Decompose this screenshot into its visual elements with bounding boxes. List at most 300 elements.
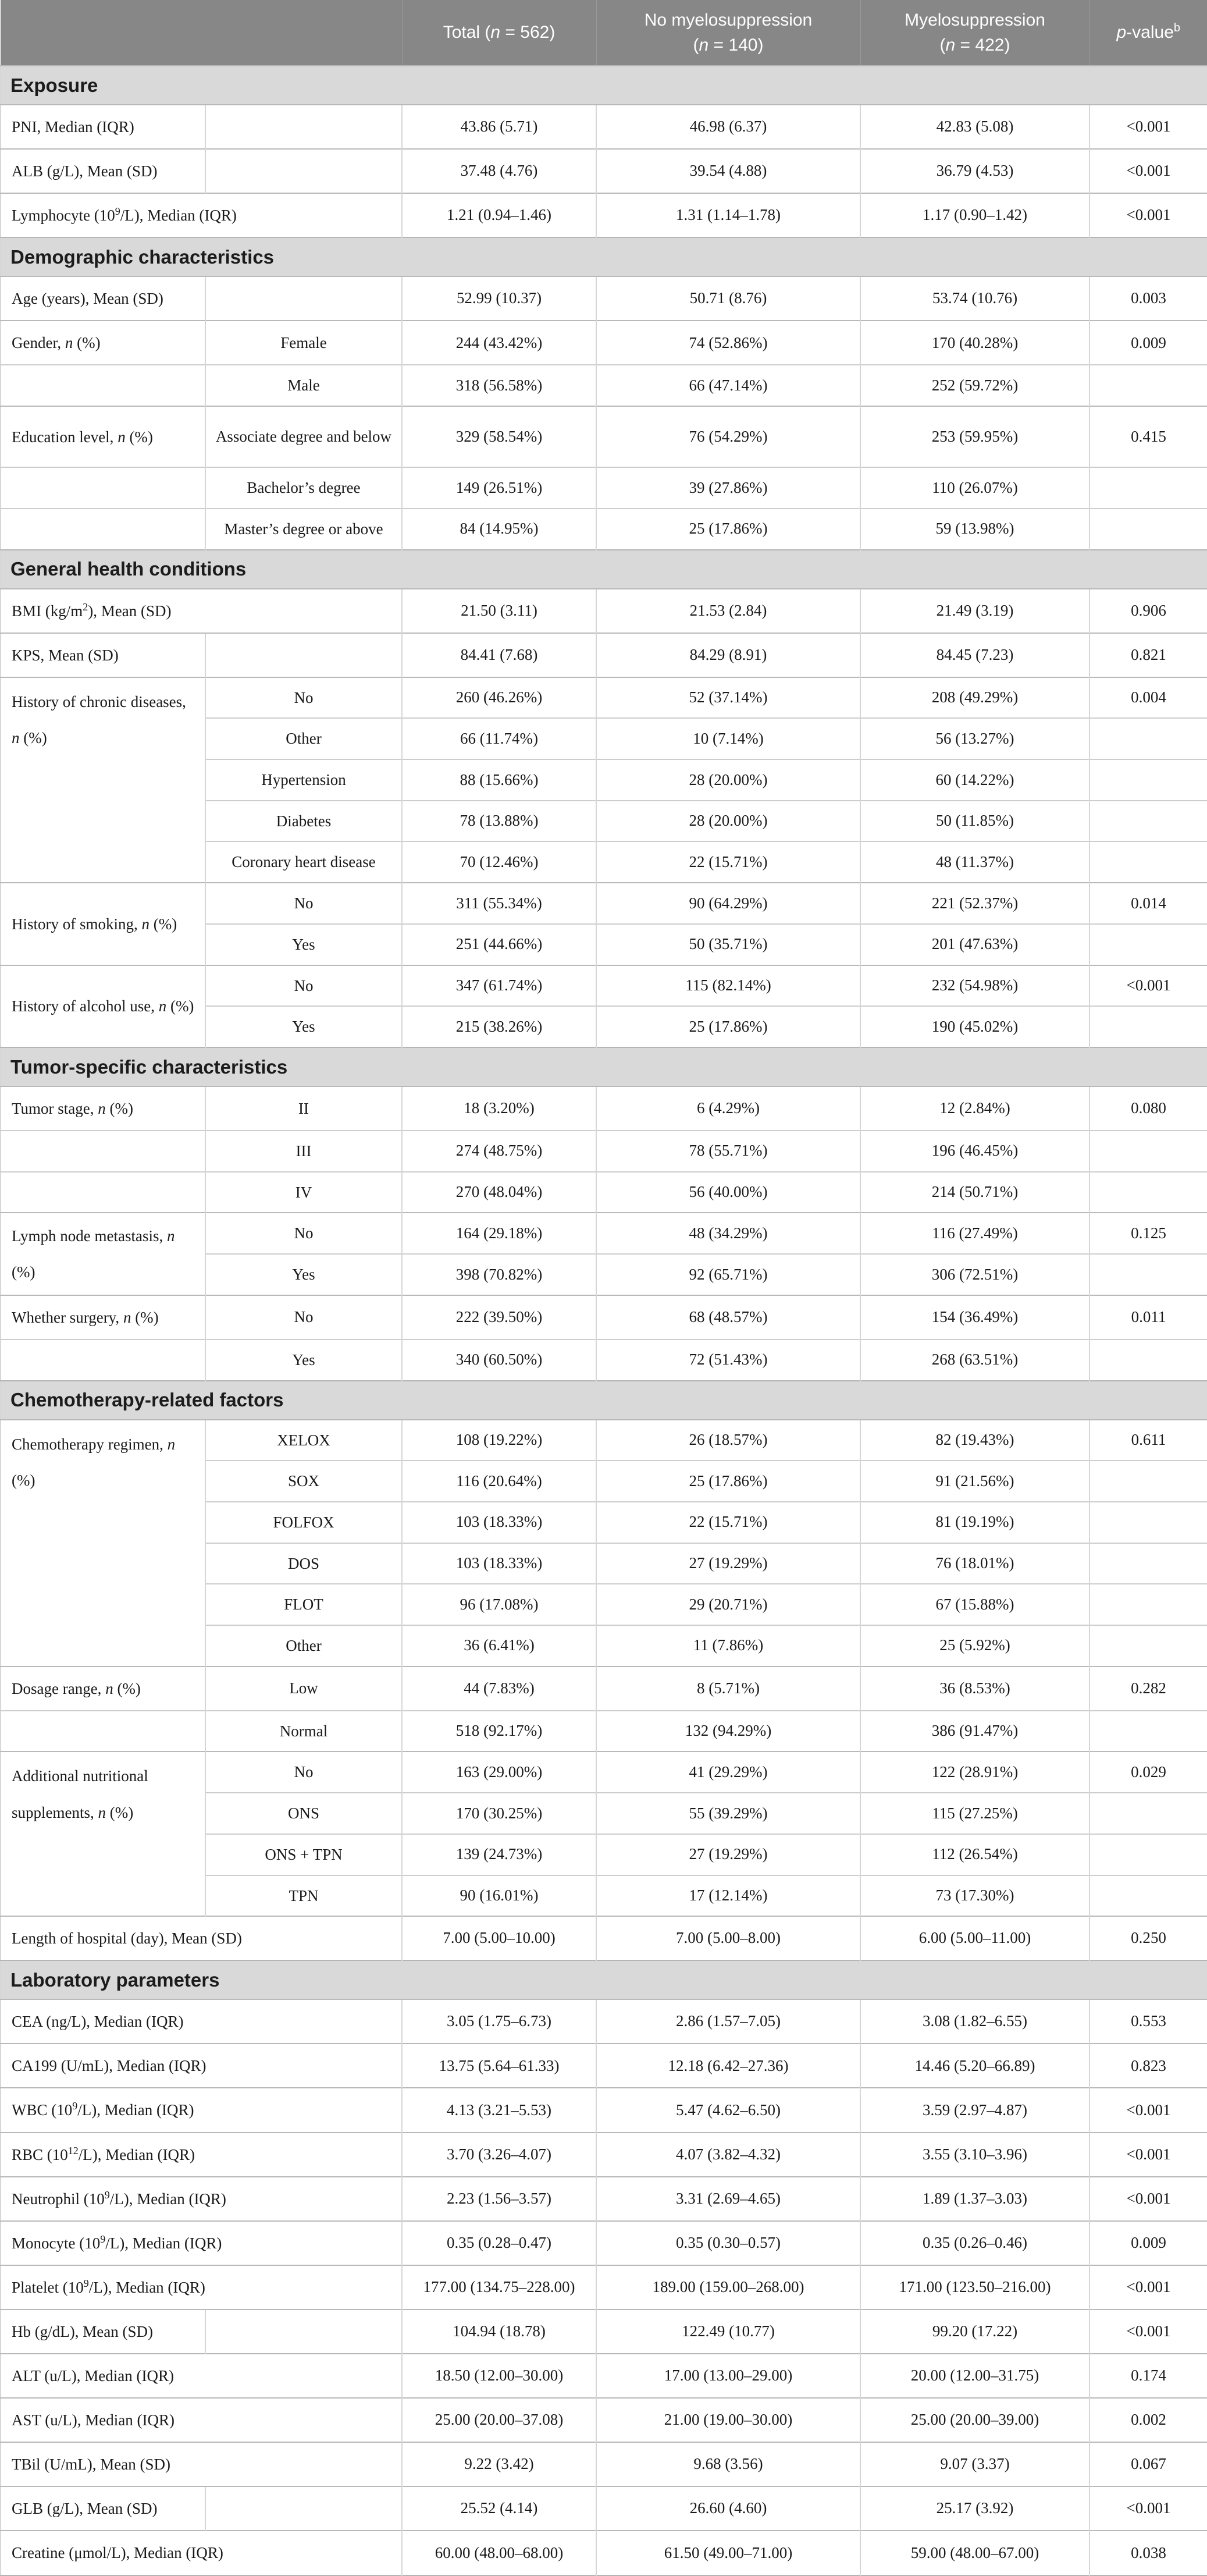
row-sublabel: IV bbox=[205, 1172, 402, 1213]
row-sublabel: No bbox=[205, 965, 402, 1007]
cell-total: 70 (12.46%) bbox=[402, 841, 596, 883]
table-row bbox=[1, 1999, 1207, 2044]
cell-no-myelosuppression: 6 (4.29%) bbox=[596, 1086, 860, 1131]
cell-myelosuppression: 171.00 (123.50–216.00) bbox=[860, 2265, 1089, 2309]
cell-pvalue: 0.011 bbox=[1089, 1295, 1207, 1339]
cell-pvalue bbox=[1089, 1793, 1207, 1834]
cell-myelosuppression: 53.74 (10.76) bbox=[860, 276, 1089, 321]
cell-myelosuppression: 196 (46.45%) bbox=[860, 1131, 1089, 1172]
cell-pvalue bbox=[1089, 1339, 1207, 1381]
cell-no-myelosuppression: 39 (27.86%) bbox=[596, 467, 860, 509]
row-sublabel: Yes bbox=[205, 1339, 402, 1381]
cell-myelosuppression: 25 (5.92%) bbox=[860, 1625, 1089, 1667]
table-row bbox=[1, 1295, 1207, 1339]
cell-myelosuppression: 214 (50.71%) bbox=[860, 1172, 1089, 1213]
section-row bbox=[1, 237, 1207, 276]
row-label: History of smoking, n (%) bbox=[1, 883, 205, 965]
cell-pvalue: 0.003 bbox=[1089, 276, 1207, 321]
col-header-total: Total (n = 562) bbox=[402, 0, 596, 66]
cell-total: 215 (38.26%) bbox=[402, 1006, 596, 1047]
row-sublabel: Other bbox=[205, 718, 402, 759]
cell-myelosuppression: 154 (36.49%) bbox=[860, 1295, 1089, 1339]
table-body bbox=[1, 66, 1207, 2575]
cell-no-myelosuppression: 22 (15.71%) bbox=[596, 1502, 860, 1543]
cell-pvalue bbox=[1089, 841, 1207, 883]
row-sublabel: No bbox=[205, 1751, 402, 1793]
row-sublabel: Diabetes bbox=[205, 801, 402, 842]
row-sublabel: No bbox=[205, 883, 402, 924]
row-sublabel bbox=[205, 149, 402, 193]
cell-pvalue: 0.415 bbox=[1089, 406, 1207, 467]
cell-pvalue bbox=[1089, 1172, 1207, 1213]
cell-pvalue bbox=[1089, 759, 1207, 801]
cell-pvalue: <0.001 bbox=[1089, 2265, 1207, 2309]
cell-total: 251 (44.66%) bbox=[402, 924, 596, 965]
cell-no-myelosuppression: 12.18 (6.42–27.36) bbox=[596, 2044, 860, 2088]
cell-pvalue bbox=[1089, 924, 1207, 965]
cell-myelosuppression: 84.45 (7.23) bbox=[860, 633, 1089, 677]
row-sublabel bbox=[205, 2486, 402, 2531]
cell-pvalue bbox=[1089, 1543, 1207, 1584]
table-header bbox=[1, 0, 1207, 66]
cell-myelosuppression: 116 (27.49%) bbox=[860, 1213, 1089, 1254]
row-sublabel: No bbox=[205, 1213, 402, 1254]
cell-myelosuppression: 99.20 (17.22) bbox=[860, 2309, 1089, 2354]
row-label: CA199 (U/mL), Median (IQR) bbox=[1, 2044, 402, 2088]
cell-no-myelosuppression: 90 (64.29%) bbox=[596, 883, 860, 924]
cell-myelosuppression: 60 (14.22%) bbox=[860, 759, 1089, 801]
row-label: Neutrophil $(10^9/L)$, Median (IQR) bbox=[1, 2177, 402, 2221]
table-row bbox=[1, 276, 1207, 321]
row-label: GLB (g/L), Mean (SD) bbox=[1, 2486, 205, 2531]
cell-total: 1.21 (0.94–1.46) bbox=[402, 193, 596, 237]
row-sublabel: XELOX bbox=[205, 1420, 402, 1461]
cell-no-myelosuppression: 72 (51.43%) bbox=[596, 1339, 860, 1381]
row-sublabel: Associate degree and below bbox=[205, 406, 402, 467]
cell-pvalue: 0.125 bbox=[1089, 1213, 1207, 1254]
cell-myelosuppression: 112 (26.54%) bbox=[860, 1834, 1089, 1875]
cell-myelosuppression: 50 (11.85%) bbox=[860, 801, 1089, 842]
cell-no-myelosuppression: 56 (40.00%) bbox=[596, 1172, 860, 1213]
cell-pvalue bbox=[1089, 1834, 1207, 1875]
cell-total: 139 (24.73%) bbox=[402, 1834, 596, 1875]
cell-total: 52.99 (10.37) bbox=[402, 276, 596, 321]
row-label: WBC $(10^9/L)$, Median (IQR) bbox=[1, 2088, 402, 2132]
row-label bbox=[1, 509, 205, 550]
cell-pvalue bbox=[1089, 509, 1207, 550]
cell-myelosuppression: 3.08 (1.82–6.55) bbox=[860, 1999, 1089, 2044]
section-row bbox=[1, 1381, 1207, 1420]
cell-no-myelosuppression: 26 (18.57%) bbox=[596, 1420, 860, 1461]
cell-no-myelosuppression: 11 (7.86%) bbox=[596, 1625, 860, 1667]
cell-no-myelosuppression: 8 (5.71%) bbox=[596, 1667, 860, 1711]
cell-no-myelosuppression: 46.98 (6.37) bbox=[596, 105, 860, 149]
section-row bbox=[1, 1960, 1207, 1999]
row-sublabel: Bachelor’s degree bbox=[205, 467, 402, 509]
cell-myelosuppression: 56 (13.27%) bbox=[860, 718, 1089, 759]
cell-pvalue: 0.009 bbox=[1089, 2221, 1207, 2265]
table-row bbox=[1, 467, 1207, 509]
cell-pvalue: <0.001 bbox=[1089, 2486, 1207, 2531]
row-label: Lymph node metastasis, n (%) bbox=[1, 1213, 205, 1295]
row-sublabel: No bbox=[205, 677, 402, 719]
cell-total: 84.41 (7.68) bbox=[402, 633, 596, 677]
cell-no-myelosuppression: 28 (20.00%) bbox=[596, 801, 860, 842]
cell-myelosuppression: 59 (13.98%) bbox=[860, 509, 1089, 550]
cell-total: 177.00 (134.75–228.00) bbox=[402, 2265, 596, 2309]
table-row bbox=[1, 2044, 1207, 2088]
cell-pvalue: 0.250 bbox=[1089, 1916, 1207, 1960]
cell-myelosuppression: 201 (47.63%) bbox=[860, 924, 1089, 965]
row-sublabel: FOLFOX bbox=[205, 1502, 402, 1543]
section-row bbox=[1, 1047, 1207, 1086]
row-sublabel: Low bbox=[205, 1667, 402, 1711]
table-row bbox=[1, 193, 1207, 237]
cell-total: 18 (3.20%) bbox=[402, 1086, 596, 1131]
cell-myelosuppression: 81 (19.19%) bbox=[860, 1502, 1089, 1543]
cell-total: 318 (56.58%) bbox=[402, 365, 596, 406]
cell-total: 108 (19.22%) bbox=[402, 1420, 596, 1461]
cell-no-myelosuppression: 66 (47.14%) bbox=[596, 365, 860, 406]
cell-total: 164 (29.18%) bbox=[402, 1213, 596, 1254]
cell-myelosuppression: 306 (72.51%) bbox=[860, 1254, 1089, 1295]
row-label: CEA (ng/L), Median (IQR) bbox=[1, 1999, 402, 2044]
cell-no-myelosuppression: 26.60 (4.60) bbox=[596, 2486, 860, 2531]
cell-myelosuppression: 253 (59.95%) bbox=[860, 406, 1089, 467]
cell-no-myelosuppression: 3.31 (2.69–4.65) bbox=[596, 2177, 860, 2221]
cell-myelosuppression: 76 (18.01%) bbox=[860, 1543, 1089, 1584]
section-row bbox=[1, 550, 1207, 589]
cell-total: 347 (61.74%) bbox=[402, 965, 596, 1007]
row-sublabel: Hypertension bbox=[205, 759, 402, 801]
cell-pvalue: 0.002 bbox=[1089, 2398, 1207, 2442]
cell-myelosuppression: 0.35 (0.26–0.46) bbox=[860, 2221, 1089, 2265]
section-title: Exposure bbox=[1, 66, 1207, 105]
table-row bbox=[1, 2177, 1207, 2221]
cell-no-myelosuppression: 21.53 (2.84) bbox=[596, 589, 860, 633]
cell-pvalue bbox=[1089, 1875, 1207, 1917]
cell-pvalue: 0.009 bbox=[1089, 321, 1207, 365]
cell-total: 43.86 (5.71) bbox=[402, 105, 596, 149]
cell-pvalue bbox=[1089, 718, 1207, 759]
table-row bbox=[1, 1213, 1207, 1254]
cell-no-myelosuppression: 132 (94.29%) bbox=[596, 1711, 860, 1752]
row-label: History of chronic diseases, n (%) bbox=[1, 677, 205, 883]
cell-no-myelosuppression: 122.49 (10.77) bbox=[596, 2309, 860, 2354]
row-label: RBC $(10^{12}/L)$, Median (IQR) bbox=[1, 2133, 402, 2177]
cell-pvalue: <0.001 bbox=[1089, 2177, 1207, 2221]
cell-myelosuppression: 9.07 (3.37) bbox=[860, 2442, 1089, 2486]
row-label bbox=[1, 1711, 205, 1752]
cell-total: 25.00 (20.00–37.08) bbox=[402, 2398, 596, 2442]
cell-pvalue: 0.029 bbox=[1089, 1751, 1207, 1793]
cell-myelosuppression: 221 (52.37%) bbox=[860, 883, 1089, 924]
cell-total: 96 (17.08%) bbox=[402, 1584, 596, 1625]
cell-pvalue bbox=[1089, 1711, 1207, 1752]
row-label: Tumor stage, n (%) bbox=[1, 1086, 205, 1131]
cell-total: 163 (29.00%) bbox=[402, 1751, 596, 1793]
cell-no-myelosuppression: 28 (20.00%) bbox=[596, 759, 860, 801]
cell-total: 311 (55.34%) bbox=[402, 883, 596, 924]
table-row bbox=[1, 2354, 1207, 2398]
cell-no-myelosuppression: 61.50 (49.00–71.00) bbox=[596, 2531, 860, 2575]
cell-myelosuppression: 3.55 (3.10–3.96) bbox=[860, 2133, 1089, 2177]
cell-no-myelosuppression: 92 (65.71%) bbox=[596, 1254, 860, 1295]
cell-pvalue: 0.823 bbox=[1089, 2044, 1207, 2088]
cell-pvalue: <0.001 bbox=[1089, 2088, 1207, 2132]
table-row bbox=[1, 2133, 1207, 2177]
cell-total: 9.22 (3.42) bbox=[402, 2442, 596, 2486]
cell-total: 18.50 (12.00–30.00) bbox=[402, 2354, 596, 2398]
cell-total: 3.70 (3.26–4.07) bbox=[402, 2133, 596, 2177]
row-label: Creatine (μmol/L), Median (IQR) bbox=[1, 2531, 402, 2575]
cell-total: 21.50 (3.11) bbox=[402, 589, 596, 633]
table-row bbox=[1, 1711, 1207, 1752]
cell-pvalue: 0.282 bbox=[1089, 1667, 1207, 1711]
row-sublabel: No bbox=[205, 1295, 402, 1339]
cell-total: 116 (20.64%) bbox=[402, 1461, 596, 1502]
row-sublabel: Male bbox=[205, 365, 402, 406]
table-row bbox=[1, 1667, 1207, 1711]
cell-pvalue: <0.001 bbox=[1089, 193, 1207, 237]
cell-pvalue: 0.174 bbox=[1089, 2354, 1207, 2398]
row-sublabel: Normal bbox=[205, 1711, 402, 1752]
table-row bbox=[1, 677, 1207, 719]
cell-pvalue bbox=[1089, 365, 1207, 406]
cell-total: 3.05 (1.75–6.73) bbox=[402, 1999, 596, 2044]
cell-myelosuppression: 6.00 (5.00–11.00) bbox=[860, 1916, 1089, 1960]
cell-no-myelosuppression: 17.00 (13.00–29.00) bbox=[596, 2354, 860, 2398]
row-label: Chemotherapy regimen, n (%) bbox=[1, 1420, 205, 1667]
cell-total: 78 (13.88%) bbox=[402, 801, 596, 842]
cell-total: 260 (46.26%) bbox=[402, 677, 596, 719]
cell-no-myelosuppression: 25 (17.86%) bbox=[596, 509, 860, 550]
cell-total: 149 (26.51%) bbox=[402, 467, 596, 509]
cell-no-myelosuppression: 9.68 (3.56) bbox=[596, 2442, 860, 2486]
row-sublabel: Yes bbox=[205, 1254, 402, 1295]
cell-pvalue bbox=[1089, 467, 1207, 509]
cell-myelosuppression: 232 (54.98%) bbox=[860, 965, 1089, 1007]
table-row bbox=[1, 883, 1207, 924]
cell-myelosuppression: 14.46 (5.20–66.89) bbox=[860, 2044, 1089, 2088]
cell-total: 88 (15.66%) bbox=[402, 759, 596, 801]
cell-pvalue bbox=[1089, 1254, 1207, 1295]
row-label: Whether surgery, n (%) bbox=[1, 1295, 205, 1339]
row-label: AST (u/L), Median (IQR) bbox=[1, 2398, 402, 2442]
cell-total: 13.75 (5.64–61.33) bbox=[402, 2044, 596, 2088]
section-title: Demographic characteristics bbox=[1, 237, 1207, 276]
cell-pvalue: <0.001 bbox=[1089, 149, 1207, 193]
cell-myelosuppression: 386 (91.47%) bbox=[860, 1711, 1089, 1752]
table-row bbox=[1, 1751, 1207, 1793]
cell-pvalue bbox=[1089, 1461, 1207, 1502]
row-sublabel bbox=[205, 2309, 402, 2354]
cell-pvalue: <0.001 bbox=[1089, 965, 1207, 1007]
table-row bbox=[1, 2309, 1207, 2354]
row-label: Additional nutritional supplements, n (%) bbox=[1, 1751, 205, 1916]
row-sublabel: III bbox=[205, 1131, 402, 1172]
row-sublabel: Yes bbox=[205, 924, 402, 965]
col-header-pvalue: p-value$^b$ bbox=[1089, 0, 1207, 66]
cell-pvalue bbox=[1089, 801, 1207, 842]
cell-myelosuppression: 1.17 (0.90–1.42) bbox=[860, 193, 1089, 237]
cell-no-myelosuppression: 17 (12.14%) bbox=[596, 1875, 860, 1917]
cell-total: 0.35 (0.28–0.47) bbox=[402, 2221, 596, 2265]
cell-no-myelosuppression: 52 (37.14%) bbox=[596, 677, 860, 719]
cell-no-myelosuppression: 74 (52.86%) bbox=[596, 321, 860, 365]
cell-total: 90 (16.01%) bbox=[402, 1875, 596, 1917]
cell-myelosuppression: 170 (40.28%) bbox=[860, 321, 1089, 365]
col-header-myelosuppression: Myelosuppression (n = 422) bbox=[860, 0, 1089, 66]
cell-no-myelosuppression: 115 (82.14%) bbox=[596, 965, 860, 1007]
row-sublabel bbox=[205, 276, 402, 321]
cell-no-myelosuppression: 29 (20.71%) bbox=[596, 1584, 860, 1625]
cell-myelosuppression: 190 (45.02%) bbox=[860, 1006, 1089, 1047]
row-label: History of alcohol use, n (%) bbox=[1, 965, 205, 1047]
cell-total: 44 (7.83%) bbox=[402, 1667, 596, 1711]
cell-no-myelosuppression: 27 (19.29%) bbox=[596, 1543, 860, 1584]
cell-no-myelosuppression: 55 (39.29%) bbox=[596, 1793, 860, 1834]
cell-pvalue bbox=[1089, 1625, 1207, 1667]
row-label: ALT (u/L), Median (IQR) bbox=[1, 2354, 402, 2398]
row-label: Lymphocyte $(10^9/L)$, Median (IQR) bbox=[1, 193, 402, 237]
cell-no-myelosuppression: 48 (34.29%) bbox=[596, 1213, 860, 1254]
cell-myelosuppression: 12 (2.84%) bbox=[860, 1086, 1089, 1131]
cell-total: 244 (43.42%) bbox=[402, 321, 596, 365]
row-label bbox=[1, 467, 205, 509]
cell-no-myelosuppression: 68 (48.57%) bbox=[596, 1295, 860, 1339]
table-row bbox=[1, 2088, 1207, 2132]
cell-no-myelosuppression: 25 (17.86%) bbox=[596, 1006, 860, 1047]
row-label: Platelet $(10^9/L)$, Median (IQR) bbox=[1, 2265, 402, 2309]
row-label: KPS, Mean (SD) bbox=[1, 633, 205, 677]
cell-no-myelosuppression: 27 (19.29%) bbox=[596, 1834, 860, 1875]
table-row bbox=[1, 321, 1207, 365]
table-row bbox=[1, 1916, 1207, 1960]
section-title: Chemotherapy-related factors bbox=[1, 1381, 1207, 1420]
cell-pvalue bbox=[1089, 1584, 1207, 1625]
cell-myelosuppression: 25.00 (20.00–39.00) bbox=[860, 2398, 1089, 2442]
table-row bbox=[1, 1339, 1207, 1381]
cell-no-myelosuppression: 21.00 (19.00–30.00) bbox=[596, 2398, 860, 2442]
cell-myelosuppression: 21.49 (3.19) bbox=[860, 589, 1089, 633]
section-title: Tumor-specific characteristics bbox=[1, 1047, 1207, 1086]
table-row bbox=[1, 1086, 1207, 1131]
cell-myelosuppression: 252 (59.72%) bbox=[860, 365, 1089, 406]
cell-no-myelosuppression: 39.54 (4.88) bbox=[596, 149, 860, 193]
cell-myelosuppression: 122 (28.91%) bbox=[860, 1751, 1089, 1793]
col-header-no-myelosuppression: No myelosuppression (n = 140) bbox=[596, 0, 860, 66]
table-row bbox=[1, 2265, 1207, 2309]
row-label bbox=[1, 1131, 205, 1172]
row-sublabel: ONS + TPN bbox=[205, 1834, 402, 1875]
cell-total: 270 (48.04%) bbox=[402, 1172, 596, 1213]
cell-myelosuppression: 42.83 (5.08) bbox=[860, 105, 1089, 149]
cell-myelosuppression: 3.59 (2.97–4.87) bbox=[860, 2088, 1089, 2132]
table-row bbox=[1, 633, 1207, 677]
row-sublabel: DOS bbox=[205, 1543, 402, 1584]
row-sublabel: II bbox=[205, 1086, 402, 1131]
cell-total: 4.13 (3.21–5.53) bbox=[402, 2088, 596, 2132]
cell-pvalue: 0.067 bbox=[1089, 2442, 1207, 2486]
table-row bbox=[1, 965, 1207, 1007]
cell-pvalue: 0.080 bbox=[1089, 1086, 1207, 1131]
cell-myelosuppression: 36 (8.53%) bbox=[860, 1667, 1089, 1711]
cell-myelosuppression: 59.00 (48.00–67.00) bbox=[860, 2531, 1089, 2575]
row-label bbox=[1, 1339, 205, 1381]
cell-total: 103 (18.33%) bbox=[402, 1502, 596, 1543]
cell-total: 60.00 (48.00–68.00) bbox=[402, 2531, 596, 2575]
table-row bbox=[1, 365, 1207, 406]
cell-pvalue: 0.014 bbox=[1089, 883, 1207, 924]
cell-no-myelosuppression: 22 (15.71%) bbox=[596, 841, 860, 883]
cell-total: 518 (92.17%) bbox=[402, 1711, 596, 1752]
cell-total: 222 (39.50%) bbox=[402, 1295, 596, 1339]
cell-pvalue: 0.821 bbox=[1089, 633, 1207, 677]
table-row bbox=[1, 2398, 1207, 2442]
cell-myelosuppression: 20.00 (12.00–31.75) bbox=[860, 2354, 1089, 2398]
row-sublabel: SOX bbox=[205, 1461, 402, 1502]
cell-myelosuppression: 67 (15.88%) bbox=[860, 1584, 1089, 1625]
row-sublabel: Yes bbox=[205, 1006, 402, 1047]
table-row bbox=[1, 2531, 1207, 2575]
cell-myelosuppression: 36.79 (4.53) bbox=[860, 149, 1089, 193]
cell-no-myelosuppression: 84.29 (8.91) bbox=[596, 633, 860, 677]
table-row bbox=[1, 149, 1207, 193]
cell-total: 103 (18.33%) bbox=[402, 1543, 596, 1584]
cell-pvalue bbox=[1089, 1131, 1207, 1172]
row-sublabel: FLOT bbox=[205, 1584, 402, 1625]
row-sublabel: Female bbox=[205, 321, 402, 365]
row-label bbox=[1, 1172, 205, 1213]
row-label: Dosage range, n (%) bbox=[1, 1667, 205, 1711]
row-sublabel bbox=[205, 105, 402, 149]
table-row bbox=[1, 509, 1207, 550]
cell-myelosuppression: 82 (19.43%) bbox=[860, 1420, 1089, 1461]
cell-no-myelosuppression: 5.47 (4.62–6.50) bbox=[596, 2088, 860, 2132]
cell-no-myelosuppression: 50 (35.71%) bbox=[596, 924, 860, 965]
row-sublabel: Master’s degree or above bbox=[205, 509, 402, 550]
table-row bbox=[1, 2486, 1207, 2531]
header-row bbox=[1, 0, 1207, 66]
table-row bbox=[1, 406, 1207, 467]
cell-pvalue bbox=[1089, 1006, 1207, 1047]
cell-total: 25.52 (4.14) bbox=[402, 2486, 596, 2531]
row-label: Length of hospital (day), Mean (SD) bbox=[1, 1916, 402, 1960]
row-label: Education level, n (%) bbox=[1, 406, 205, 467]
cell-pvalue: 0.906 bbox=[1089, 589, 1207, 633]
cell-pvalue: <0.001 bbox=[1089, 105, 1207, 149]
row-sublabel: Other bbox=[205, 1625, 402, 1667]
row-label bbox=[1, 365, 205, 406]
cell-pvalue: 0.611 bbox=[1089, 1420, 1207, 1461]
cell-myelosuppression: 208 (49.29%) bbox=[860, 677, 1089, 719]
section-row bbox=[1, 66, 1207, 105]
cell-pvalue: 0.038 bbox=[1089, 2531, 1207, 2575]
cell-no-myelosuppression: 41 (29.29%) bbox=[596, 1751, 860, 1793]
cell-myelosuppression: 25.17 (3.92) bbox=[860, 2486, 1089, 2531]
cell-pvalue: 0.004 bbox=[1089, 677, 1207, 719]
cell-myelosuppression: 73 (17.30%) bbox=[860, 1875, 1089, 1917]
row-label: BMI $(kg/m^2)$, Mean (SD) bbox=[1, 589, 402, 633]
cell-myelosuppression: 1.89 (1.37–3.03) bbox=[860, 2177, 1089, 2221]
table-row bbox=[1, 2442, 1207, 2486]
cell-no-myelosuppression: 25 (17.86%) bbox=[596, 1461, 860, 1502]
cell-total: 329 (58.54%) bbox=[402, 406, 596, 467]
row-label: Gender, n (%) bbox=[1, 321, 205, 365]
cell-myelosuppression: 115 (27.25%) bbox=[860, 1793, 1089, 1834]
cell-myelosuppression: 268 (63.51%) bbox=[860, 1339, 1089, 1381]
